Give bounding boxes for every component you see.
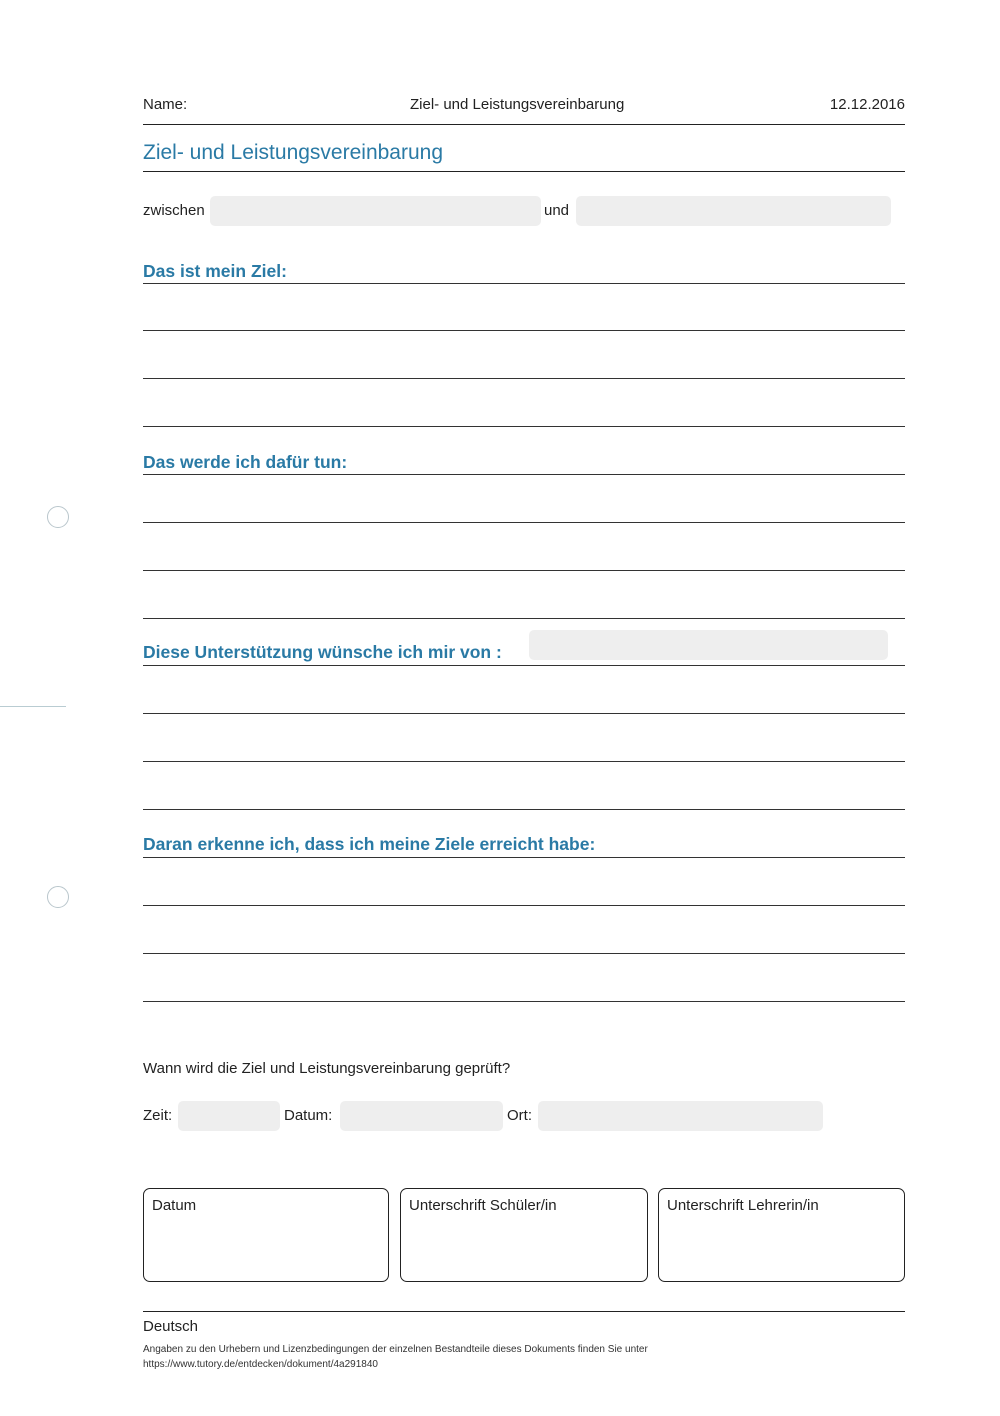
section-success-heading: Daran erkenne ich, dass ich meine Ziele erreicht habe: [143, 834, 596, 854]
signature-date-label: Datum [152, 1197, 197, 1214]
place-label: Ort: [507, 1107, 532, 1124]
and-label: und [544, 202, 570, 219]
support-from-field[interactable] [529, 630, 888, 660]
section-actions-underline [143, 474, 905, 475]
page-title: Ziel- und Leistungsvereinbarung [143, 141, 444, 164]
party-two-field[interactable] [576, 196, 891, 226]
writing-line[interactable] [143, 522, 905, 523]
section-support-heading: Diese Unterstützung wünsche ich mir von : [143, 642, 502, 662]
footer-divider [143, 1311, 905, 1312]
signature-student-label: Unterschrift Schüler/in [409, 1197, 557, 1214]
time-field[interactable] [178, 1101, 280, 1131]
signature-box-date[interactable] [143, 1188, 389, 1282]
footer-license-link[interactable]: https://www.tutory.de/entdecken/dokument/4a291840 [143, 1359, 378, 1370]
writing-line[interactable] [143, 378, 905, 379]
header-date: 12.12.2016 [829, 96, 905, 113]
footer-license-text: Angaben zu den Urhebern und Lizenzbedingungen der einzelnen Bestandteile dieses Dokuments finden Sie unter [143, 1344, 648, 1355]
section-actions-heading: Das werde ich dafür tun: [143, 452, 348, 472]
signature-box-student[interactable] [400, 1188, 648, 1282]
writing-line[interactable] [143, 1001, 905, 1002]
header-name-label: Name: [143, 96, 188, 113]
writing-line[interactable] [143, 809, 905, 810]
date-field[interactable] [340, 1101, 503, 1131]
party-one-field[interactable] [210, 196, 541, 226]
section-goal-underline [143, 283, 905, 284]
writing-line[interactable] [143, 618, 905, 619]
section-support-underline [143, 665, 905, 666]
section-goal-heading: Das ist mein Ziel: [143, 261, 287, 281]
signature-box-teacher[interactable] [658, 1188, 905, 1282]
writing-line[interactable] [143, 570, 905, 571]
review-question: Wann wird die Ziel und Leistungsvereinbarung geprüft? [143, 1060, 511, 1077]
header-doc-title: Ziel- und Leistungsvereinbarung [410, 96, 625, 113]
header-divider [143, 124, 905, 125]
footer-subject: Deutsch [143, 1318, 199, 1335]
writing-line[interactable] [143, 713, 905, 714]
between-label: zwischen [143, 202, 205, 219]
time-label: Zeit: [143, 1107, 173, 1124]
title-divider [143, 171, 905, 172]
writing-line[interactable] [143, 905, 905, 906]
fold-mark [0, 706, 66, 707]
place-field[interactable] [538, 1101, 823, 1131]
section-success-underline [143, 857, 905, 858]
writing-line[interactable] [143, 426, 905, 427]
writing-line[interactable] [143, 761, 905, 762]
punch-hole-bottom [47, 886, 69, 908]
writing-line[interactable] [143, 953, 905, 954]
signature-teacher-label: Unterschrift Lehrerin/in [667, 1197, 819, 1214]
date-label: Datum: [284, 1107, 333, 1124]
writing-line[interactable] [143, 330, 905, 331]
punch-hole-top [47, 506, 69, 528]
